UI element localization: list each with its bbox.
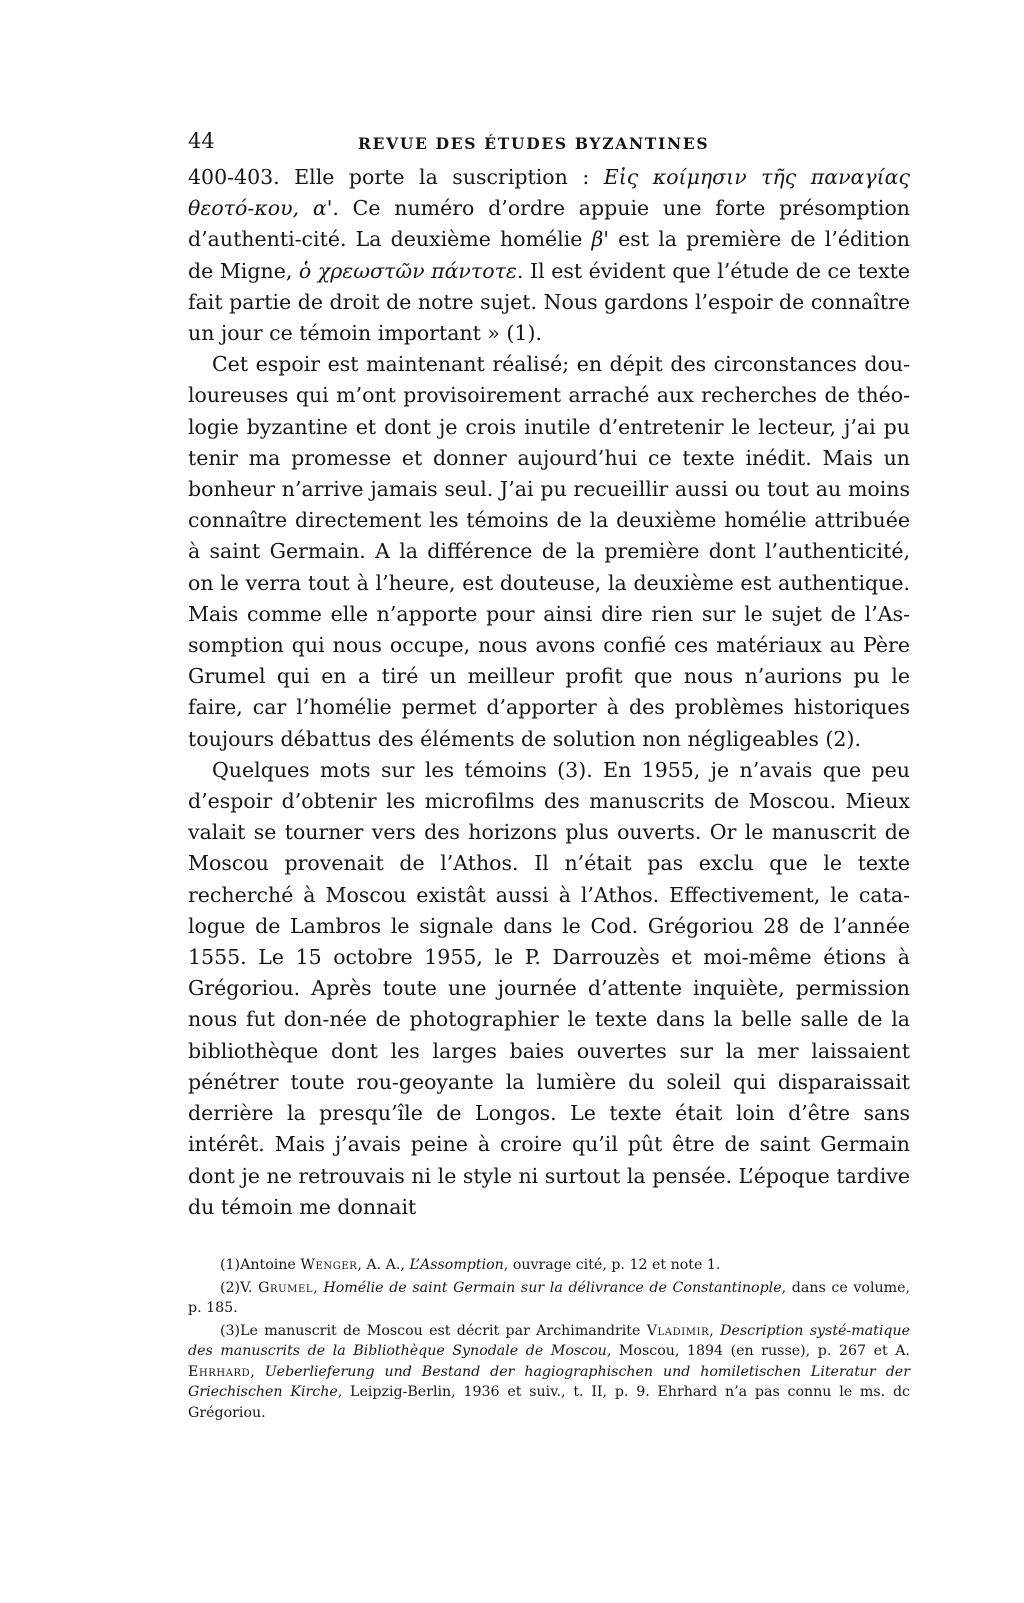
footnote-3-author-2: Ehrhard (188, 1363, 251, 1380)
paragraph-1-part-b: . Ce numéro d’ordre appuie une forte présomption d’authenti-cité. La deuxième homélie (188, 196, 910, 252)
paragraph-1-part-c: est la première de l’édition de Migne, (188, 227, 910, 283)
greek-beta: β' (591, 227, 610, 252)
footnote-3 (188, 1321, 910, 1424)
footnote-2-part-b: , (313, 1279, 324, 1296)
journal-title: REVUE DES ÉTUDES BYZANTINES (358, 134, 710, 153)
paragraph-2: Cet espoir est maintenant réalisé; en dépit des circonstances dou-loureuses qui m’ont provisoirement arraché aux recherches de théo-logie byzantine et dont je crois inutile d’entretenir le lecteur, j’ai pu tenir ma promesse et donner aujourd’hui ce texte inédit. Mais un bonheur n’arrive jamais seul. J’ai pu recueillir aussi ou tout au moins connaître directement les témoins de la deuxième homélie attribuée à saint Germain. A la différence de la première dont l’authenticité, on le verra tout à l’heure, est douteuse, la deuxième est authentique. Mais comme elle n’apporte pour ainsi dire rien sur le sujet de l’As-somption qui nous occupe, nous avons confié ces matériaux au Père Grumel qui en a tiré un meilleur profit que nous n’aurions pu le faire, car l’homélie permet d’apporter à des problèmes historiques toujours débattus des éléments de solution non négligeables (2). (188, 352, 910, 751)
footnote-3-title-2: Ueberlieferung und Bestand der hagiographischen und homiletischen Literatur der Griechischen Kirche (188, 1363, 910, 1401)
footnote-1-author: Wenger (300, 1256, 358, 1273)
footnote-3-part-e: , Leipzig-Berlin, 1936 et suiv., t. II, p. 9. Ehrhard n’a pas connu le ms. dc Grégoriou. (188, 1384, 910, 1422)
document-page (188, 128, 910, 1426)
paragraph-1-part-d: . Il est évident que l’étude de ce texte fait partie de droit de notre sujet. Nous gardons l’espoir de connaître un jour ce témoin important » (1). (188, 258, 910, 346)
footnote-3-author-1: Vladimir (646, 1322, 710, 1339)
greek-incipit: ὁ χρεωστῶν πάντοτε (298, 258, 517, 283)
footnote-2-number: (2) (220, 1279, 241, 1296)
footnote-1-part-a: Antoine (240, 1256, 301, 1273)
paragraph-1-part-a: 400-403. Elle porte la suscription : (188, 165, 604, 189)
footnotes (188, 1255, 910, 1424)
page-number: 44 (188, 129, 215, 153)
paragraph-3: Quelques mots sur les témoins (3). En 1955, je n’avais que peu d’espoir d’obtenir les microfilms des manuscrits de Moscou. Mieux valait se tourner vers des horizons plus ouverts. Or le manuscrit de Moscou provenait de l’Athos. Il n’était pas exclu que le texte recherché à Moscou existât aussi à l’Athos. Effectivement, le cata-logue de Lambros le signale dans le Cod. Grégoriou 28 de l’année 1555. Le 15 octobre 1955, le P. Darrouzès et moi-même étions à Grégoriou. Après toute une journée d’attente inquiète, permission nous fut don-née de photographier le texte dans la belle salle de la bibliothèque dont les larges baies ouvertes sur la mer laissaient pénétrer toute rou-geoyante la lumière du soleil qui disparaissait derrière la presqu’île de Longos. Le texte était loin d’être sans intérêt. Mais j’avais peine à croire qu’il pût être de saint Germain dont je ne retrouvais ni le style ni surtout la pensée. L’époque tardive du témoin me donnait (188, 757, 910, 1219)
body-text (188, 162, 910, 1223)
footnote-3-part-a: Le manuscrit de Moscou est décrit par Archimandrite (240, 1322, 647, 1339)
footnote-1 (188, 1255, 910, 1276)
footnote-3-part-b: , (709, 1322, 721, 1339)
footnote-2-author: Grumel (258, 1279, 314, 1296)
footnote-2 (188, 1278, 910, 1319)
footnote-3-part-d: , (250, 1363, 265, 1380)
footnote-3-number: (3) (220, 1322, 241, 1339)
greek-title: Εἰς κοίμησιν τῆς παναγίας θεοτό-κου, α' (188, 165, 911, 221)
paragraph-1 (188, 162, 910, 349)
footnote-1-part-c: , ouvrage cité, p. 12 et note 1. (503, 1256, 721, 1273)
footnote-3-part-c: , Moscou, 1894 (en russe), p. 267 et A. (606, 1343, 910, 1360)
footnote-1-part-b: , A. A., (357, 1256, 410, 1273)
footnote-2-part-c: , dans ce volume, p. 185. (188, 1279, 910, 1317)
footnote-3-title-1: Description systé-matique des manuscrits de la Bibliothèque Synodale de Moscou (188, 1322, 910, 1360)
running-head (188, 128, 910, 162)
footnote-2-title: Homélie de saint Germain sur la délivrance de Constantinople (323, 1279, 782, 1296)
footnote-2-part-a: V. (240, 1279, 259, 1296)
footnote-1-title: L’Assomption (409, 1256, 504, 1273)
footnote-1-number: (1) (220, 1256, 241, 1273)
